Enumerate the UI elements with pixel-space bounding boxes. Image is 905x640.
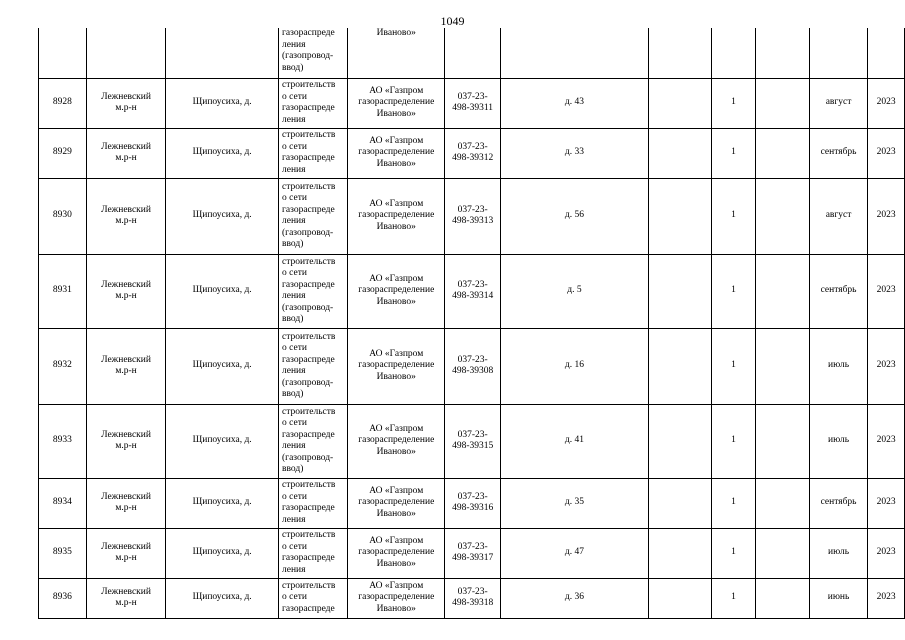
locality-cell: Щипоусиха, д.: [192, 497, 252, 508]
district-cell: Лежневский м.р-н: [101, 279, 151, 301]
year-cell: 2023: [876, 435, 896, 446]
district-cell: Лежневский м.р-н: [101, 491, 151, 513]
address-cell: д. 43: [564, 97, 584, 108]
month-cell: август: [825, 97, 852, 108]
number-cell: 8929: [52, 147, 72, 158]
locality-cell: Щипоусиха, д.: [192, 547, 252, 558]
locality-cell: Щипоусиха, д.: [192, 360, 252, 371]
number-cell: 8933: [52, 435, 72, 446]
count-cell: 1: [731, 147, 736, 158]
count-cell: 1: [731, 285, 736, 296]
company-cell: АО «Газпром газораспределение Иваново»: [358, 198, 435, 232]
locality-cell: Щипоусиха, д.: [192, 285, 252, 296]
registry-code-cell: 037-23- 498-39317: [452, 541, 494, 563]
table-row: [39, 128, 905, 178]
number-cell: 8936: [52, 592, 72, 603]
count-cell: 1: [731, 547, 736, 558]
number-cell: 8932: [52, 360, 72, 371]
object-type-cell: строительств о сети газораспреде ления (газопровод- ввод): [282, 181, 336, 249]
object-type-cell: строительств о сети газораспреде ления: [282, 530, 336, 575]
number-cell: 8935: [52, 547, 72, 558]
registry-code-cell: 037-23- 498-39315: [452, 429, 494, 451]
table-row: [39, 78, 905, 128]
address-cell: д. 33: [564, 147, 584, 158]
object-type-cell: строительств о сети газораспреде ления (газопровод- ввод): [282, 406, 336, 474]
count-cell: 1: [731, 435, 736, 446]
count-cell: 1: [731, 210, 736, 221]
district-cell: Лежневский м.р-н: [101, 354, 151, 376]
address-cell: д. 16: [564, 360, 584, 371]
registry-code-cell: 037-23- 498-39318: [452, 586, 494, 608]
month-cell: июль: [828, 547, 850, 558]
registry-code-cell: 037-23- 498-39313: [452, 204, 494, 226]
empty-cell: [648, 254, 711, 328]
empty-cell: [756, 478, 810, 528]
district-cell: Лежневский м.р-н: [101, 429, 151, 451]
table-row: [39, 404, 905, 478]
empty-cell: [648, 528, 711, 578]
empty-cell: [756, 178, 810, 254]
empty-cell: [756, 78, 810, 128]
address-cell: д. 36: [564, 592, 584, 603]
district-cell: Лежневский м.р-н: [101, 204, 151, 226]
company-cell: Иваново»: [376, 28, 416, 38]
table-row: [39, 254, 905, 328]
address-cell: д. 5: [567, 285, 582, 296]
year-cell: 2023: [876, 497, 896, 508]
empty-cell: [756, 578, 810, 618]
table-row: [39, 578, 905, 618]
number-cell: 8931: [52, 285, 72, 296]
month-cell: июль: [828, 435, 850, 446]
count-cell: 1: [731, 97, 736, 108]
locality-cell: Щипоусиха, д.: [192, 210, 252, 221]
month-cell: июль: [828, 360, 850, 371]
object-type-cell: строительств о сети газораспреде ления: [282, 130, 336, 175]
empty-cell: [648, 404, 711, 478]
empty-cell: [648, 178, 711, 254]
empty-cell: [756, 404, 810, 478]
year-cell: 2023: [876, 97, 896, 108]
continuation-row: [39, 28, 905, 78]
address-cell: д. 41: [564, 435, 584, 446]
year-cell: 2023: [876, 547, 896, 558]
company-cell: АО «Газпром газораспределение Иваново»: [358, 580, 435, 614]
page-number: 1049: [440, 14, 465, 28]
number-cell: 8930: [52, 210, 72, 221]
company-cell: АО «Газпром газораспределение Иваново»: [358, 85, 435, 119]
object-type-cell: строительств о сети газораспреде ления (газопровод- ввод): [282, 256, 336, 324]
empty-cell: [648, 328, 711, 404]
object-type-cell: газораспреде ления (газопровод- ввод): [282, 28, 335, 73]
district-cell: Лежневский м.р-н: [101, 141, 151, 163]
count-cell: 1: [731, 360, 736, 371]
district-cell: Лежневский м.р-н: [101, 91, 151, 113]
company-cell: АО «Газпром газораспределение Иваново»: [358, 423, 435, 457]
empty-cell: [648, 578, 711, 618]
month-cell: сентябрь: [820, 285, 857, 296]
table-row: [39, 528, 905, 578]
month-cell: август: [825, 210, 852, 221]
object-type-cell: строительств о сети газораспреде: [282, 580, 336, 614]
year-cell: 2023: [876, 360, 896, 371]
company-cell: АО «Газпром газораспределение Иваново»: [358, 273, 435, 307]
count-cell: 1: [731, 592, 736, 603]
number-cell: 8934: [52, 497, 72, 508]
address-cell: д. 47: [564, 547, 584, 558]
object-type-cell: строительств о сети газораспреде ления: [282, 480, 336, 525]
company-cell: АО «Газпром газораспределение Иваново»: [358, 348, 435, 382]
year-cell: 2023: [876, 210, 896, 221]
district-cell: Лежневский м.р-н: [101, 541, 151, 563]
table-row: [39, 478, 905, 528]
empty-cell: [756, 128, 810, 178]
empty-cell: [648, 478, 711, 528]
registry-code-cell: 037-23- 498-39308: [452, 354, 494, 376]
address-cell: д. 35: [564, 497, 584, 508]
year-cell: 2023: [876, 592, 896, 603]
empty-cell: [648, 128, 711, 178]
locality-cell: Щипоусиха, д.: [192, 435, 252, 446]
locality-cell: Щипоусиха, д.: [192, 147, 252, 158]
year-cell: 2023: [876, 285, 896, 296]
month-cell: июнь: [827, 592, 850, 603]
registry-table: [38, 28, 905, 619]
empty-cell: [648, 78, 711, 128]
month-cell: сентябрь: [820, 497, 857, 508]
registry-code-cell: 037-23- 498-39312: [452, 141, 494, 163]
company-cell: АО «Газпром газораспределение Иваново»: [358, 485, 435, 519]
year-cell: 2023: [876, 147, 896, 158]
company-cell: АО «Газпром газораспределение Иваново»: [358, 135, 435, 169]
district-cell: Лежневский м.р-н: [101, 586, 151, 608]
number-cell: 8928: [52, 97, 72, 108]
company-cell: АО «Газпром газораспределение Иваново»: [358, 535, 435, 569]
empty-cell: [756, 528, 810, 578]
object-type-cell: строительств о сети газораспреде ления (газопровод- ввод): [282, 331, 336, 399]
locality-cell: Щипоусиха, д.: [192, 97, 252, 108]
registry-code-cell: 037-23- 498-39314: [452, 279, 494, 301]
address-cell: д. 56: [564, 210, 584, 221]
table-row: [39, 328, 905, 404]
registry-code-cell: 037-23- 498-39316: [452, 491, 494, 513]
locality-cell: Щипоусиха, д.: [192, 592, 252, 603]
object-type-cell: строительств о сети газораспреде ления: [282, 80, 336, 125]
count-cell: 1: [731, 497, 736, 508]
empty-cell: [756, 328, 810, 404]
month-cell: сентябрь: [820, 147, 857, 158]
empty-cell: [756, 254, 810, 328]
table-row: [39, 178, 905, 254]
registry-code-cell: 037-23- 498-39311: [452, 91, 494, 113]
